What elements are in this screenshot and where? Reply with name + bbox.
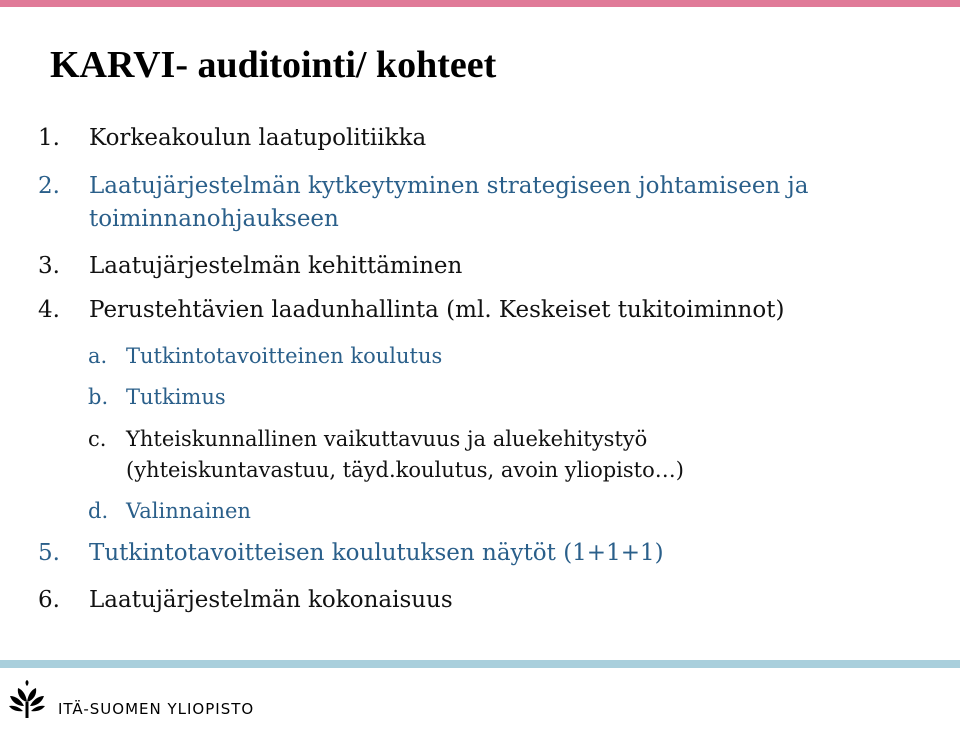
list-letter: b. — [88, 385, 109, 409]
slide-title: KARVI- auditointi/ kohteet — [50, 44, 497, 86]
list-letter: d. — [88, 499, 109, 523]
university-name: ITÄ-SUOMEN YLIOPISTO — [58, 700, 255, 718]
list-item-text: Perustehtävien laadunhallinta (ml. Keskeiset tukitoiminnot) — [89, 297, 785, 323]
list-number: 3. — [38, 253, 60, 279]
list-number: 4. — [38, 297, 60, 323]
list-letter: a. — [88, 344, 108, 368]
list-letter: c. — [88, 427, 107, 451]
sub-item-text: Valinnainen — [126, 499, 251, 523]
sub-item-text: Tutkimus — [126, 385, 226, 409]
list-item-text-continued: toiminnanohjaukseen — [89, 206, 339, 232]
sub-item-text-continued: (yhteiskuntavastuu, täyd.koulutus, avoin yliopisto…) — [126, 458, 684, 482]
list-number: 2. — [38, 173, 60, 199]
list-number: 5. — [38, 540, 60, 566]
list-number: 1. — [38, 125, 60, 151]
university-logo-icon — [8, 680, 46, 720]
list-item-text: Tutkintotavoitteisen koulutuksen näytöt (1+1+1) — [89, 540, 664, 566]
sub-item-text: Yhteiskunnallinen vaikuttavuus ja aluekehitystyö — [126, 427, 648, 451]
list-item-text: Laatujärjestelmän kytkeytyminen strategiseen johtamiseen ja — [89, 173, 809, 199]
bottom-accent-bar — [0, 660, 960, 668]
list-number: 6. — [38, 587, 60, 613]
list-item-text: Korkeakoulun laatupolitiikka — [89, 125, 427, 151]
list-item-text: Laatujärjestelmän kehittäminen — [89, 253, 463, 279]
sub-item-text: Tutkintotavoitteinen koulutus — [126, 344, 443, 368]
list-item-text: Laatujärjestelmän kokonaisuus — [89, 587, 453, 613]
